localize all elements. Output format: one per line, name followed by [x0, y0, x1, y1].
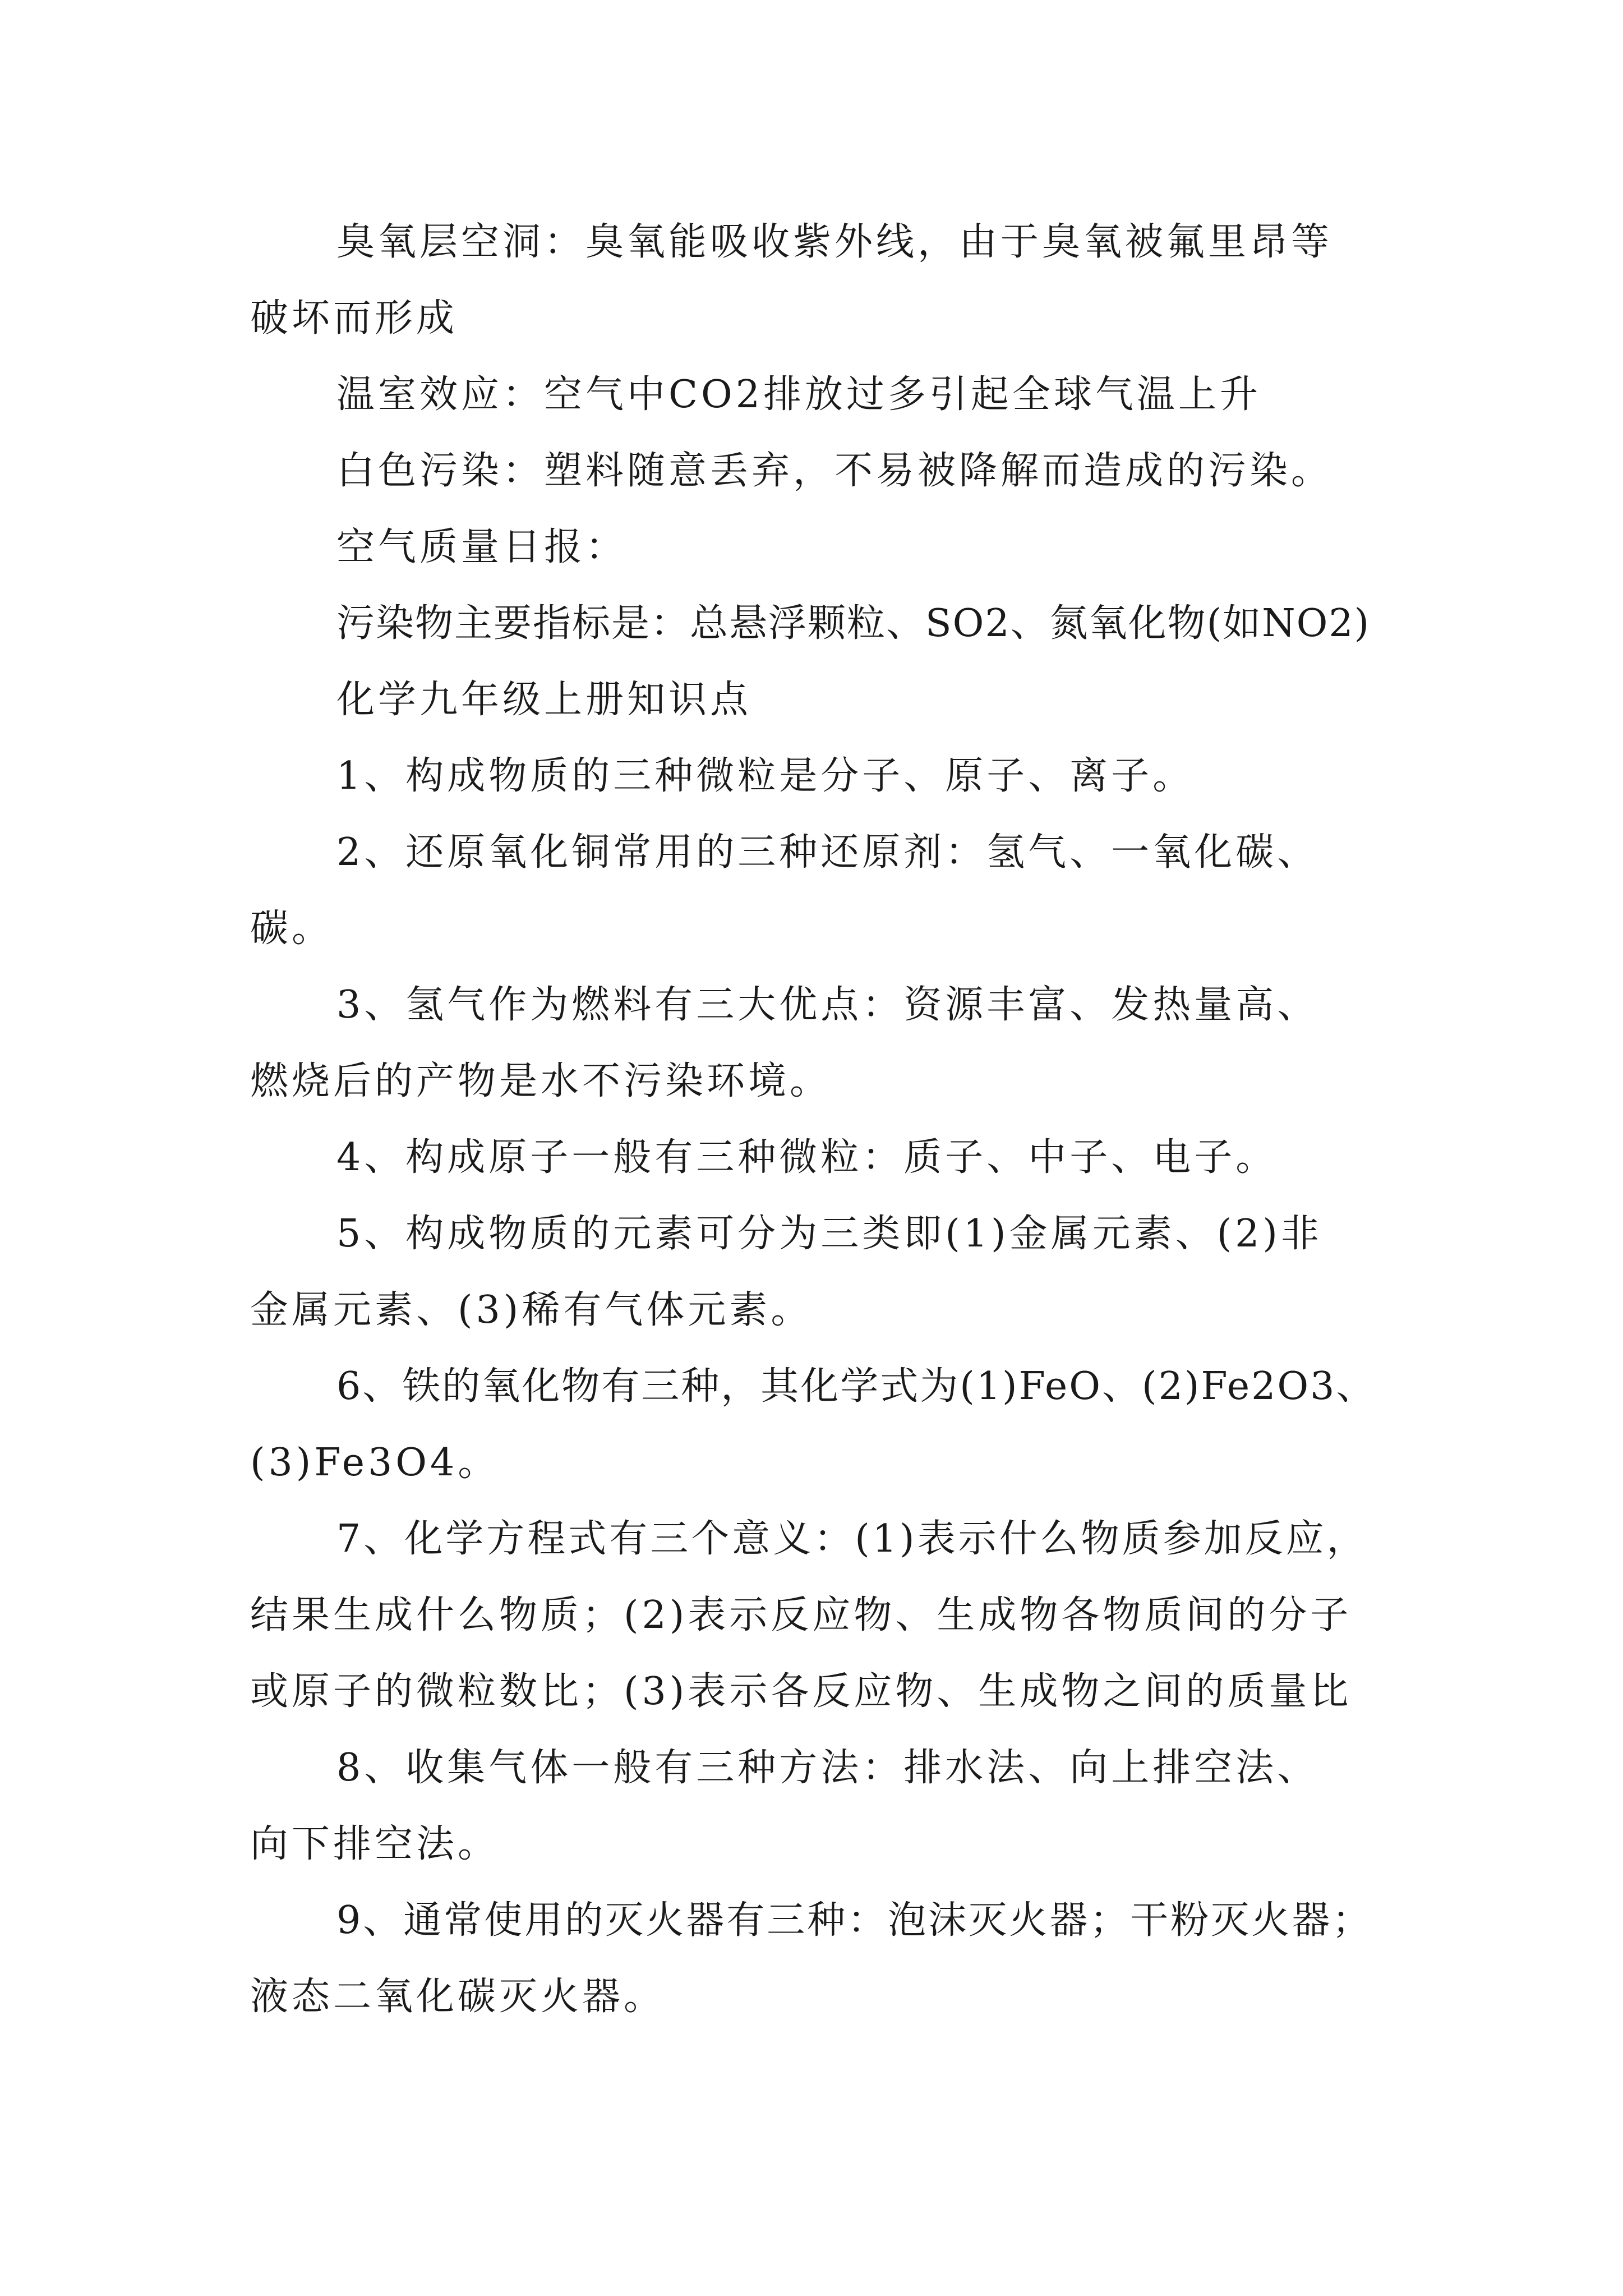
list-item: 4、构成原子一般有三种微粒：质子、中子、电子。	[336, 1135, 1278, 1180]
list-item-continuation: 或原子的微粒数比；(3)表示各反应物、生成物之间的质量比	[250, 1669, 1352, 1714]
list-item: 3、氢气作为燃料有三大优点：资源丰富、发热量高、	[336, 983, 1319, 1027]
list-item-continuation: 碳。	[250, 907, 334, 951]
text-line: 空气质量日报：	[336, 525, 628, 569]
list-item-continuation: 结果生成什么物质；(2)表示反应物、生成物各物质间的分子	[250, 1593, 1352, 1637]
list-item: 1、构成物质的三种微粒是分子、原子、离子。	[336, 754, 1195, 798]
list-item-continuation: 向下排空法。	[250, 1822, 500, 1866]
text-line: 臭氧层空洞：臭氧能吸收紫外线，由于臭氧被氟里昂等	[336, 220, 1333, 264]
text-line: 温室效应：空气中CO2排放过多引起全球气温上升	[336, 372, 1262, 417]
list-item-continuation: 燃烧后的产物是水不污染环境。	[250, 1059, 832, 1103]
list-item: 6、铁的氧化物有三种，其化学式为(1)FeO、(2)Fe2O3、	[336, 1364, 1376, 1409]
list-item: 9、通常使用的灭火器有三种：泡沫灭火器；干粉灭火器；	[336, 1898, 1373, 1943]
list-item: 5、构成物质的元素可分为三类即(1)金属元素、(2)非	[336, 1212, 1322, 1256]
list-item: 7、化学方程式有三个意义：(1)表示什么物质参加反应，	[336, 1517, 1368, 1561]
list-item: 2、还原氧化铜常用的三种还原剂：氢气、一氧化碳、	[336, 830, 1319, 875]
text-line: 污染物主要指标是：总悬浮颗粒、SO2、氮氧化物(如NO2)	[336, 601, 1371, 646]
section-heading: 化学九年级上册知识点	[336, 678, 752, 722]
list-item-continuation: 液态二氧化碳灭火器。	[250, 1975, 666, 2019]
text-line: 破坏而形成	[250, 296, 458, 341]
text-line: 白色污染：塑料随意丢弃，不易被降解而造成的污染。	[336, 449, 1333, 493]
list-item: 8、收集气体一般有三种方法：排水法、向上排空法、	[336, 1746, 1319, 1790]
list-item-continuation: 金属元素、(3)稀有气体元素。	[250, 1288, 813, 1332]
list-item-continuation: (3)Fe3O4。	[250, 1441, 500, 1485]
